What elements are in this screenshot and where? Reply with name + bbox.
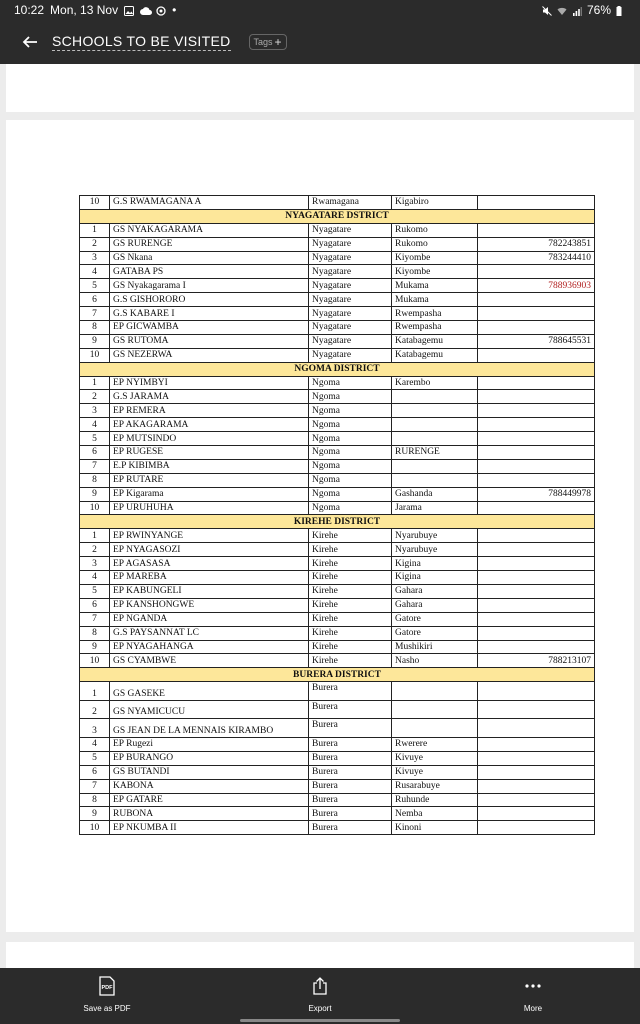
district-header: NGOMA DISTRICT — [80, 362, 595, 376]
sector-name: Rukomo — [392, 237, 478, 251]
row-number: 4 — [80, 265, 110, 279]
plus-icon: + — [274, 35, 282, 49]
table-row — [80, 376, 595, 390]
school-name: GS GASEKE — [110, 682, 309, 701]
table-row — [80, 348, 595, 362]
table-row — [80, 459, 595, 473]
phone-number — [478, 418, 595, 432]
table-row — [80, 390, 595, 404]
row-number: 6 — [80, 446, 110, 460]
district-name: Kirehe — [309, 543, 392, 557]
document-page — [6, 120, 634, 932]
sector-name: Nemba — [392, 807, 478, 821]
row-number: 10 — [80, 196, 110, 210]
signal-icon — [572, 5, 582, 15]
row-number: 10 — [80, 654, 110, 668]
table-row — [80, 626, 595, 640]
school-name: EP MUTSINDO — [110, 432, 309, 446]
phone-number — [478, 265, 595, 279]
phone-number — [478, 501, 595, 515]
school-name: G.S KABARE I — [110, 307, 309, 321]
school-name: EP KANSHONGWE — [110, 598, 309, 612]
table-row — [80, 473, 595, 487]
row-number: 1 — [80, 682, 110, 701]
row-number: 2 — [80, 237, 110, 251]
sector-name: Katabagemu — [392, 334, 478, 348]
phone-number — [478, 598, 595, 612]
schools-table — [79, 195, 595, 835]
row-number: 8 — [80, 321, 110, 335]
status-bar — [0, 0, 640, 20]
more-label: More — [523, 1004, 543, 1013]
row-number: 7 — [80, 459, 110, 473]
sector-name: Kiyombe — [392, 251, 478, 265]
sector-name — [392, 682, 478, 701]
table-row — [80, 557, 595, 571]
phone-number — [478, 682, 595, 701]
district-header-row — [80, 209, 595, 223]
table-row — [80, 251, 595, 265]
district-name: Burera — [309, 765, 392, 779]
phone-number — [478, 737, 595, 751]
table-row — [80, 321, 595, 335]
wifi-icon — [557, 5, 567, 15]
sector-name: Rusarabuye — [392, 779, 478, 793]
school-name: EP AGASASA — [110, 557, 309, 571]
note-title[interactable]: SCHOOLS TO BE VISITED — [52, 33, 231, 49]
district-name: Ngoma — [309, 404, 392, 418]
sector-name — [392, 404, 478, 418]
district-name: Kirehe — [309, 640, 392, 654]
district-name: Burera — [309, 682, 392, 701]
district-name: Ngoma — [309, 376, 392, 390]
district-name: Nyagatare — [309, 251, 392, 265]
row-number: 4 — [80, 418, 110, 432]
school-name: EP GICWAMBA — [110, 321, 309, 335]
school-name: GS RUTOMA — [110, 334, 309, 348]
district-name: Ngoma — [309, 473, 392, 487]
school-name: GS NYAKAGARAMA — [110, 223, 309, 237]
school-name: EP NYAGAHANGA — [110, 640, 309, 654]
district-name: Nyagatare — [309, 293, 392, 307]
school-name: GS NYAMICUCU — [110, 700, 309, 719]
table-row — [80, 293, 595, 307]
phone-number — [478, 821, 595, 835]
table-row — [80, 700, 595, 719]
school-name: GS Nyakagarama I — [110, 279, 309, 293]
sector-name: Katabagemu — [392, 348, 478, 362]
district-name: Nyagatare — [309, 307, 392, 321]
school-name: GATABA PS — [110, 265, 309, 279]
phone-number — [478, 751, 595, 765]
row-number: 6 — [80, 598, 110, 612]
more-dots-icon — [523, 976, 543, 996]
row-number: 7 — [80, 307, 110, 321]
row-number: 5 — [80, 584, 110, 598]
phone-number — [478, 557, 595, 571]
phone-number: 788213107 — [478, 654, 595, 668]
phone-number — [478, 459, 595, 473]
district-name: Nyagatare — [309, 265, 392, 279]
sector-name: Gahara — [392, 584, 478, 598]
sector-name: RURENGE — [392, 446, 478, 460]
district-name: Nyagatare — [309, 237, 392, 251]
row-number: 2 — [80, 700, 110, 719]
district-name: Ngoma — [309, 459, 392, 473]
row-number: 2 — [80, 543, 110, 557]
school-name: GS NEZERWA — [110, 348, 309, 362]
save-as-pdf-label: Save as PDF — [83, 1004, 131, 1013]
district-header-row — [80, 515, 595, 529]
district-name: Burera — [309, 793, 392, 807]
status-date: Mon, 13 Nov — [50, 3, 119, 17]
battery-icon — [616, 5, 626, 15]
school-name: RUBONA — [110, 807, 309, 821]
school-name: G.S RWAMAGANA A — [110, 196, 309, 210]
sector-name — [392, 719, 478, 738]
district-name: Ngoma — [309, 432, 392, 446]
school-name: EP BURANGO — [110, 751, 309, 765]
sector-name — [392, 473, 478, 487]
sector-name: Kigabiro — [392, 196, 478, 210]
table-row — [80, 501, 595, 515]
sector-name: Mukama — [392, 279, 478, 293]
share-icon — [310, 976, 330, 996]
table-row — [80, 237, 595, 251]
school-name: EP KABUNGELI — [110, 584, 309, 598]
sector-name: Kigina — [392, 571, 478, 585]
table-row — [80, 432, 595, 446]
sector-name: Kinoni — [392, 821, 478, 835]
table-row — [80, 279, 595, 293]
table-row — [80, 529, 595, 543]
row-number: 8 — [80, 626, 110, 640]
document-viewer[interactable] — [0, 64, 640, 968]
table-row — [80, 223, 595, 237]
sector-name: Rwempasha — [392, 321, 478, 335]
svg-text:PDF: PDF — [101, 985, 113, 991]
district-name: Burera — [309, 719, 392, 738]
row-number: 6 — [80, 293, 110, 307]
phone-number — [478, 793, 595, 807]
row-number: 10 — [80, 348, 110, 362]
district-name: Ngoma — [309, 418, 392, 432]
sector-name: Kivuye — [392, 765, 478, 779]
district-name: Kirehe — [309, 571, 392, 585]
sector-name: Rukomo — [392, 223, 478, 237]
school-name: G.S JARAMA — [110, 390, 309, 404]
sector-name — [392, 390, 478, 404]
sector-name: Gashanda — [392, 487, 478, 501]
export-label: Export — [308, 1004, 332, 1013]
district-name: Burera — [309, 821, 392, 835]
tags-button[interactable] — [249, 34, 287, 50]
school-name: GS JEAN DE LA MENNAIS KIRAMBO — [110, 719, 309, 738]
school-name: EP AKAGARAMA — [110, 418, 309, 432]
school-name: G.S GISHORORO — [110, 293, 309, 307]
row-number: 5 — [80, 751, 110, 765]
school-name: GS BUTANDI — [110, 765, 309, 779]
school-name: EP NYIMBYI — [110, 376, 309, 390]
district-name: Burera — [309, 700, 392, 719]
district-header: BURERA DISTRICT — [80, 668, 595, 682]
school-name: EP RUGESE — [110, 446, 309, 460]
row-number: 3 — [80, 719, 110, 738]
next-page — [6, 942, 634, 968]
sector-name: Kivuye — [392, 751, 478, 765]
district-name: Ngoma — [309, 390, 392, 404]
phone-number: 783244410 — [478, 251, 595, 265]
row-number: 9 — [80, 487, 110, 501]
sector-name: Rwempasha — [392, 307, 478, 321]
phone-number — [478, 543, 595, 557]
table-row — [80, 265, 595, 279]
phone-number — [478, 700, 595, 719]
sector-name: Ruhunde — [392, 793, 478, 807]
phone-number — [478, 626, 595, 640]
table-row — [80, 751, 595, 765]
table-row — [80, 719, 595, 738]
phone-number — [478, 446, 595, 460]
district-name: Burera — [309, 807, 392, 821]
school-name: EP GATARE — [110, 793, 309, 807]
phone-number — [478, 807, 595, 821]
school-name: GS CYAMBWE — [110, 654, 309, 668]
table-row — [80, 307, 595, 321]
cloud-icon — [140, 5, 150, 15]
district-name: Rwamagana — [309, 196, 392, 210]
row-number: 1 — [80, 223, 110, 237]
table-row — [80, 737, 595, 751]
row-number: 3 — [80, 404, 110, 418]
table-row — [80, 598, 595, 612]
mute-icon — [542, 5, 552, 15]
phone-number — [478, 404, 595, 418]
district-name: Burera — [309, 779, 392, 793]
row-number: 8 — [80, 793, 110, 807]
phone-number — [478, 307, 595, 321]
row-number: 4 — [80, 571, 110, 585]
bottom-toolbar — [0, 968, 640, 1024]
district-name: Kirehe — [309, 612, 392, 626]
row-number: 1 — [80, 376, 110, 390]
table-row — [80, 765, 595, 779]
row-number: 10 — [80, 501, 110, 515]
phone-number — [478, 529, 595, 543]
table-row — [80, 793, 595, 807]
sector-name: Nasho — [392, 654, 478, 668]
save-as-pdf-button[interactable] — [62, 976, 152, 1013]
district-name: Burera — [309, 737, 392, 751]
school-name: EP NYAGASOZI — [110, 543, 309, 557]
sector-name: Gatore — [392, 626, 478, 640]
school-name: EP MAREBA — [110, 571, 309, 585]
sector-name: Gatore — [392, 612, 478, 626]
sector-name: Gahara — [392, 598, 478, 612]
back-arrow-icon[interactable] — [20, 32, 40, 52]
school-name: EP NKUMBA II — [110, 821, 309, 835]
district-name: Nyagatare — [309, 279, 392, 293]
phone-number — [478, 376, 595, 390]
table-row — [80, 196, 595, 210]
table-row — [80, 584, 595, 598]
export-button[interactable] — [275, 976, 365, 1013]
phone-number — [478, 223, 595, 237]
phone-number — [478, 765, 595, 779]
sector-name — [392, 432, 478, 446]
sector-name: Jarama — [392, 501, 478, 515]
row-number: 9 — [80, 334, 110, 348]
table-row — [80, 640, 595, 654]
home-indicator — [240, 1019, 400, 1022]
school-name: EP REMERA — [110, 404, 309, 418]
phone-number — [478, 293, 595, 307]
table-row — [80, 807, 595, 821]
row-number: 7 — [80, 779, 110, 793]
row-number: 10 — [80, 821, 110, 835]
phone-number — [478, 584, 595, 598]
pdf-icon — [97, 976, 117, 996]
table-row — [80, 446, 595, 460]
table-row — [80, 334, 595, 348]
district-header-row — [80, 362, 595, 376]
phone-number — [478, 473, 595, 487]
row-number: 1 — [80, 529, 110, 543]
row-number: 3 — [80, 557, 110, 571]
district-name: Ngoma — [309, 487, 392, 501]
phone-number — [478, 719, 595, 738]
status-dot: • — [172, 3, 177, 17]
table-row — [80, 779, 595, 793]
table-row — [80, 682, 595, 701]
phone-number — [478, 321, 595, 335]
row-number: 9 — [80, 807, 110, 821]
district-header: NYAGATARE DSTRICT — [80, 209, 595, 223]
district-name: Kirehe — [309, 598, 392, 612]
sector-name: Nyarubuye — [392, 529, 478, 543]
table-row — [80, 543, 595, 557]
app-bar — [0, 20, 640, 64]
sync-icon — [156, 5, 166, 15]
sector-name: Mushikiri — [392, 640, 478, 654]
row-number: 4 — [80, 737, 110, 751]
phone-number — [478, 640, 595, 654]
status-time: 10:22 — [14, 3, 45, 17]
district-header: KIREHE DISTRICT — [80, 515, 595, 529]
table-row — [80, 487, 595, 501]
table-row — [80, 418, 595, 432]
district-name: Nyagatare — [309, 223, 392, 237]
tags-label: Tags — [253, 37, 273, 47]
school-name: EP NGANDA — [110, 612, 309, 626]
phone-number — [478, 196, 595, 210]
row-number: 3 — [80, 251, 110, 265]
sector-name: Kiyombe — [392, 265, 478, 279]
district-name: Kirehe — [309, 626, 392, 640]
sector-name: Rwerere — [392, 737, 478, 751]
school-name: EP RWINYANGE — [110, 529, 309, 543]
battery-percent: 76% — [586, 3, 611, 17]
district-name: Nyagatare — [309, 334, 392, 348]
table-row — [80, 654, 595, 668]
school-name: KABONA — [110, 779, 309, 793]
row-number: 7 — [80, 612, 110, 626]
previous-page — [6, 64, 634, 112]
sector-name: Karembo — [392, 376, 478, 390]
phone-number — [478, 612, 595, 626]
sector-name: Nyarubuye — [392, 543, 478, 557]
row-number: 9 — [80, 640, 110, 654]
district-name: Kirehe — [309, 654, 392, 668]
school-name: GS RURENGE — [110, 237, 309, 251]
sector-name — [392, 459, 478, 473]
sector-name — [392, 700, 478, 719]
phone-number: 788936903 — [478, 279, 595, 293]
district-name: Kirehe — [309, 529, 392, 543]
row-number: 6 — [80, 765, 110, 779]
table-row — [80, 821, 595, 835]
school-name: E.P KIBIMBA — [110, 459, 309, 473]
phone-number: 788645531 — [478, 334, 595, 348]
phone-number — [478, 779, 595, 793]
district-header-row — [80, 668, 595, 682]
phone-number — [478, 390, 595, 404]
school-name: EP RUTARE — [110, 473, 309, 487]
district-name: Ngoma — [309, 501, 392, 515]
sector-name: Kigina — [392, 557, 478, 571]
district-name: Burera — [309, 751, 392, 765]
row-number: 2 — [80, 390, 110, 404]
district-name: Ngoma — [309, 446, 392, 460]
phone-number: 782243851 — [478, 237, 595, 251]
school-name: GS Nkana — [110, 251, 309, 265]
more-button[interactable] — [488, 976, 578, 1013]
phone-number — [478, 348, 595, 362]
school-name: EP Rugezi — [110, 737, 309, 751]
district-name: Nyagatare — [309, 321, 392, 335]
row-number: 5 — [80, 432, 110, 446]
table-row — [80, 612, 595, 626]
school-name: EP URUHUHA — [110, 501, 309, 515]
district-name: Kirehe — [309, 584, 392, 598]
row-number: 5 — [80, 279, 110, 293]
table-row — [80, 571, 595, 585]
table-row — [80, 404, 595, 418]
sector-name: Mukama — [392, 293, 478, 307]
school-name: EP Kigarama — [110, 487, 309, 501]
district-name: Nyagatare — [309, 348, 392, 362]
school-name: G.S PAYSANNAT LC — [110, 626, 309, 640]
gallery-icon — [124, 5, 134, 15]
phone-number: 788449978 — [478, 487, 595, 501]
phone-number — [478, 571, 595, 585]
sector-name — [392, 418, 478, 432]
row-number: 8 — [80, 473, 110, 487]
phone-number — [478, 432, 595, 446]
district-name: Kirehe — [309, 557, 392, 571]
